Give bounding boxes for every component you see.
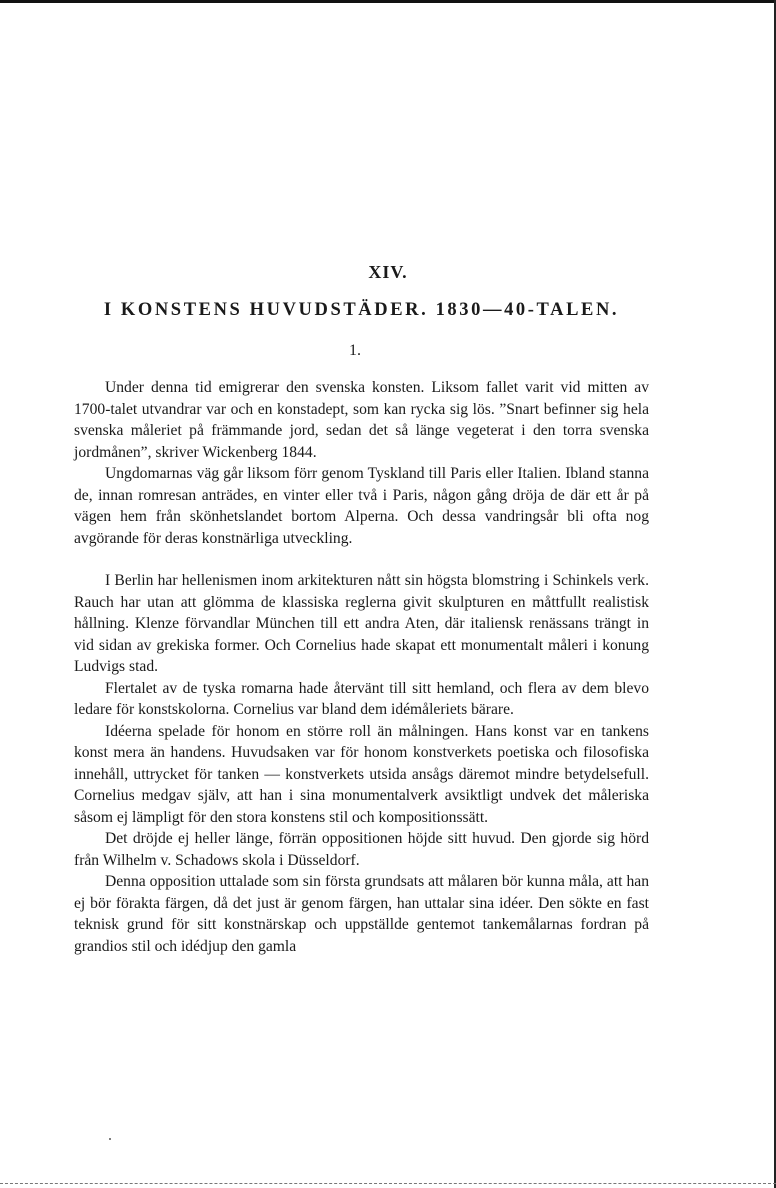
- chapter-title: I KONSTENS HUVUDSTÄDER. 1830—40-TALEN.: [103, 300, 620, 320]
- page-edge-bottom: [0, 1183, 776, 1184]
- body-text: [74, 377, 649, 957]
- page-edge-top: [0, 0, 776, 3]
- paragraph-opposition: Det dröjde ej heller länge, förrän oppositionen höjde sitt huvud. Den gjorde sig hörd från Wilhelm v. Schadows skola i Düsseldorf.: [74, 830, 649, 869]
- paragraph-emigration: Under denna tid emigrerar den svenska konsten. Liksom fallet varit vid mitten av 1700-talet utvandrar var och en konstadept, som kan rycka sig lös. ”Snart befinner sig hela svenska måleriet på främmande jord, sedan det så länge vegeterat i den torra svenska jordmånen”, skriver Wickenberg 1844.: [74, 379, 649, 461]
- paragraph-german-romans: Flertalet av de tyska romarna hade återvänt till sitt hemland, och flera av dem blevo ledare för konstskolorna. Cornelius var bland dem idémåleriets bärare.: [74, 679, 649, 718]
- paragraph-opposition-principles: Denna opposition uttalade som sin första grundsats att målaren bör kunna måla, att han ej bör förakta färgen, då det just är genom färgen, han uttalar sina idéer. Den sökte en fast teknisk grund för sitt konstnärskap och uppställde gentemot tankemålarnas fordran på grandios stil och idédjup den gamla: [74, 873, 649, 955]
- chapter-number: XIV.: [368, 262, 408, 282]
- paragraph-berlin: I Berlin har hellenismen inom arkitekturen nått sin högsta blomstring i Schinkels verk. Rauch har utan att glömma de klassiska reglerna givit skulpturen en måttfullt realistisk hållning. Klenze förvandlar München till ett andra Aten, där italiensk renässans trängt in vid sidan av grekiska former. Och Cornelius hade skapat ett monumentalt måleri i konung Ludvigs stad.: [74, 572, 649, 675]
- print-speck: [109, 1138, 111, 1140]
- section-number: 1.: [349, 342, 361, 359]
- paragraph-ideas: Idéerna spelade för honom en större roll än målningen. Hans konst var en tankens konst mera än handens. Huvudsaken var för honom konstverkets poetiska och filosofiska innehåll, uttrycket för tanken — konstverkets utsida ansågs däremot mindre betydelsefull. Cornelius medgav själv, att han i sina monumentalverk avsiktligt undvek det måleriska såsom ej lämpligt för den stora konstens stil och kompositionssätt.: [74, 722, 649, 826]
- paragraph-travel-route: Ungdomarnas väg går liksom förr genom Tyskland till Paris eller Italien. Ibland stanna de, innan romresan anträdes, en vinter eller två i Paris, någon gång dröja de där ett år på vägen hem från skönhetslandet bortom Alperna. Och dessa vandringsår bli ofta nog avgörande för deras konstnärliga utveckling.: [74, 465, 649, 547]
